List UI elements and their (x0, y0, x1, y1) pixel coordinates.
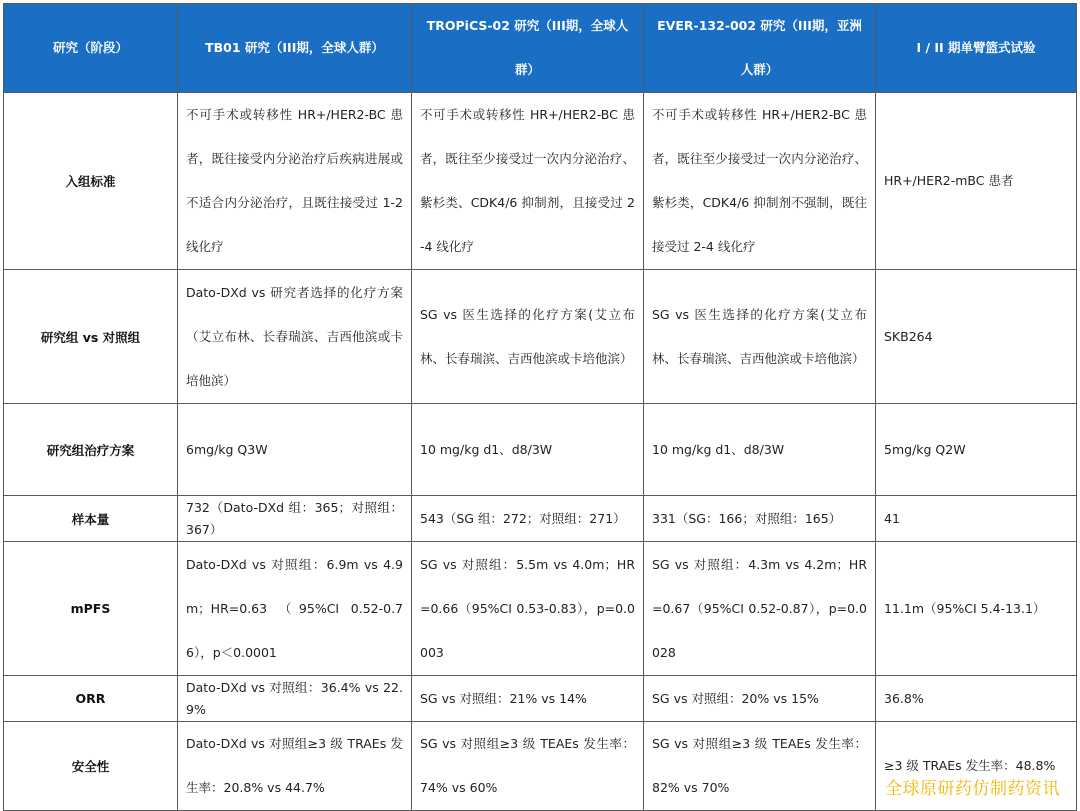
row-label: 研究组 vs 对照组 (4, 270, 178, 404)
table-cell: 不可手术或转移性 HR+/HER2-BC 患者，既往至少接受过一次内分泌治疗、紫杉类、CDK4/6 抑制剂，且接受过 2-4 线化疗 (412, 93, 644, 270)
table-cell: SKB264 (876, 270, 1077, 404)
table-cell: 5mg/kg Q2W (876, 404, 1077, 496)
table-cell: 10 mg/kg d1、d8/3W (644, 404, 876, 496)
table-row (4, 93, 1077, 270)
header-tropics02: TROPiCS-02 研究（III期，全球人群） (412, 4, 644, 93)
row-label: ORR (4, 676, 178, 722)
table-cell: HR+/HER2-mBC 患者 (876, 93, 1077, 270)
table-cell: 41 (876, 496, 1077, 542)
table-cell: ≥3 级 TRAEs 发生率：48.8% (876, 722, 1077, 811)
table-cell: 11.1m（95%CI 5.4-13.1） (876, 542, 1077, 676)
table-cell: 不可手术或转移性 HR+/HER2-BC 患者，既往接受内分泌治疗后疾病进展或不适合内分泌治疗，且既往接受过 1-2 线化疗 (178, 93, 412, 270)
table-row (4, 542, 1077, 676)
table-cell: Dato-DXd vs 研究者选择的化疗方案（艾立布林、长春瑞滨、吉西他滨或卡培他滨） (178, 270, 412, 404)
header-ever132: EVER-132-002 研究（III期，亚洲人群） (644, 4, 876, 93)
table-cell: 10 mg/kg d1、d8/3W (412, 404, 644, 496)
header-tb01: TB01 研究（III期，全球人群） (178, 4, 412, 93)
table-row (4, 404, 1077, 496)
table-cell: 不可手术或转移性 HR+/HER2-BC 患者，既往至少接受过一次内分泌治疗、紫杉类，CDK4/6 抑制剂不强制，既往接受过 2-4 线化疗 (644, 93, 876, 270)
table-row (4, 676, 1077, 722)
header-basket-trial: I / II 期单臂篮式试验 (876, 4, 1077, 93)
table-cell: SG vs 医生选择的化疗方案(艾立布林、长春瑞滨、吉西他滨或卡培他滨） (644, 270, 876, 404)
table-row (4, 496, 1077, 542)
row-label: mPFS (4, 542, 178, 676)
table-cell: SG vs 对照组：4.3m vs 4.2m；HR=0.67（95%CI 0.52-0.87），p=0.0028 (644, 542, 876, 676)
header-study-stage: 研究（阶段） (4, 4, 178, 93)
table-cell: 331（SG：166；对照组：165） (644, 496, 876, 542)
table-cell: SG vs 对照组≥3 级 TEAEs 发生率：82% vs 70% (644, 722, 876, 811)
table-cell: 36.8% (876, 676, 1077, 722)
table-cell: SG vs 对照组：5.5m vs 4.0m；HR=0.66（95%CI 0.53-0.83），p=0.0003 (412, 542, 644, 676)
table-cell: SG vs 对照组：21% vs 14% (412, 676, 644, 722)
comparison-table (3, 3, 1077, 811)
table-cell: 6mg/kg Q3W (178, 404, 412, 496)
table-cell: Dato-DXd vs 对照组：6.9m vs 4.9m；HR=0.63 （95%CI 0.52-0.76），p＜0.0001 (178, 542, 412, 676)
table-cell: Dato-DXd vs 对照组：36.4% vs 22.9% (178, 676, 412, 722)
watermark-text: 全球原研药仿制药资讯 (885, 779, 1060, 799)
row-label: 安全性 (4, 722, 178, 811)
table-cell: SG vs 医生选择的化疗方案(艾立布林、长春瑞滨、吉西他滨或卡培他滨） (412, 270, 644, 404)
table-row (4, 270, 1077, 404)
row-label: 入组标准 (4, 93, 178, 270)
table-cell: SG vs 对照组≥3 级 TEAEs 发生率：74% vs 60% (412, 722, 644, 811)
table-cell: SG vs 对照组：20% vs 15% (644, 676, 876, 722)
table-cell: 543（SG 组：272；对照组：271） (412, 496, 644, 542)
table-cell: 732（Dato-DXd 组：365；对照组：367） (178, 496, 412, 542)
table-header-row (4, 4, 1077, 93)
row-label: 研究组治疗方案 (4, 404, 178, 496)
row-label: 样本量 (4, 496, 178, 542)
table-cell: Dato-DXd vs 对照组≥3 级 TRAEs 发生率：20.8% vs 44.7% (178, 722, 412, 811)
